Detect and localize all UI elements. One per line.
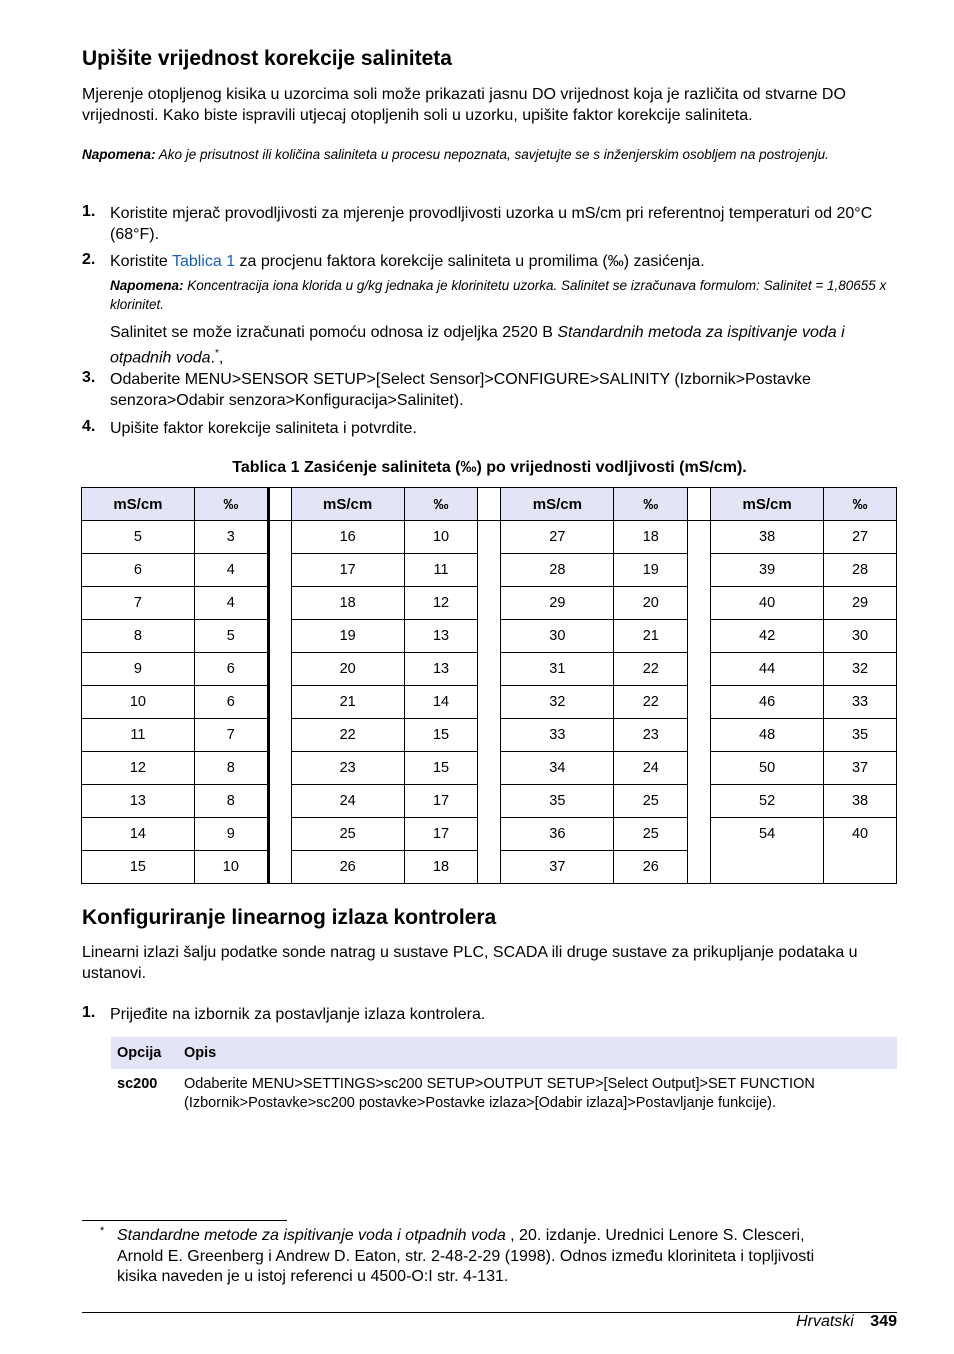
footer-language: Hrvatski <box>796 1313 854 1330</box>
linear-output-step-1 <box>82 1004 897 1025</box>
step-text <box>110 251 897 272</box>
column-gap <box>688 653 711 686</box>
conductivity-cell: 40 <box>711 587 824 620</box>
salinity-cell: 8 <box>194 785 268 818</box>
conductivity-cell: 38 <box>711 521 824 554</box>
table-row <box>82 653 897 686</box>
column-gap <box>478 851 501 884</box>
section-title-salinity: Upišite vrijednost korekcije saliniteta <box>82 47 452 70</box>
salinity-cell: 13 <box>404 620 478 653</box>
salinity-cell: 30 <box>824 620 897 653</box>
footnote-italic: Standardne metode za ispitivanje voda i otpadnih voda <box>117 1227 506 1244</box>
salinity-cell: 6 <box>194 686 268 719</box>
column-header-conductivity: mS/cm <box>501 488 614 521</box>
para-text: Salinitet se može izračunati pomoću odnosa iz odjeljka 2520 B <box>110 324 558 341</box>
step2-note <box>110 277 895 314</box>
salinity-cell: 40 <box>824 818 897 851</box>
salinity-step-1 <box>82 203 897 245</box>
salinity-cell: 17 <box>404 818 478 851</box>
conductivity-cell: 28 <box>501 554 614 587</box>
column-gap <box>268 521 291 554</box>
page-footer <box>82 1313 897 1331</box>
conductivity-cell: 44 <box>711 653 824 686</box>
salinity-cell: 27 <box>824 521 897 554</box>
note-label: Napomena: <box>110 278 184 293</box>
para-end: , <box>218 349 224 367</box>
conductivity-cell: 39 <box>711 554 824 587</box>
column-gap <box>268 851 291 884</box>
conductivity-cell: 30 <box>501 620 614 653</box>
salinity-note <box>82 146 892 165</box>
step-number: 1. <box>82 1004 96 1021</box>
column-gap <box>268 554 291 587</box>
step-number: 1. <box>82 203 96 220</box>
footnote-mark: * <box>100 1225 105 1237</box>
salinity-cell: 32 <box>824 653 897 686</box>
conductivity-cell: 29 <box>501 587 614 620</box>
table-row <box>82 818 897 851</box>
column-header-conductivity: mS/cm <box>291 488 404 521</box>
salinity-cell: 18 <box>404 851 478 884</box>
conductivity-cell: 5 <box>82 521 195 554</box>
conductivity-cell: 50 <box>711 752 824 785</box>
conductivity-cell: 11 <box>82 719 195 752</box>
option-description: Odaberite MENU>SETTINGS>sc200 SETUP>OUTPUT SETUP>[Select Output]>SET FUNCTION (Izbornik>Postavke>sc200 postavke>Postavke izlaza>[Odabir izlaza]>Postavljanje funkcije). <box>184 1076 815 1111</box>
options-table <box>111 1037 897 1113</box>
conductivity-cell: 12 <box>82 752 195 785</box>
conductivity-cell: 42 <box>711 620 824 653</box>
column-header-conductivity: mS/cm <box>711 488 824 521</box>
column-gap <box>268 818 291 851</box>
salinity-cell: 10 <box>194 851 268 884</box>
column-gap <box>478 587 501 620</box>
table-row <box>82 620 897 653</box>
salinity-cell: 20 <box>614 587 688 620</box>
column-gap <box>688 719 711 752</box>
salinity-cell: 25 <box>614 785 688 818</box>
salinity-cell: 5 <box>194 620 268 653</box>
salinity-cell: 11 <box>404 554 478 587</box>
table-row <box>82 521 897 554</box>
salinity-intro: Mjerenje otopljenog kisika u uzorcima soli može prikazati jasnu DO vrijednost koja je različita od stvarne DO vrijednosti. Kako biste ispravili utjecaj otopljenih soli u uzorku, upišite faktor korekcije saliniteta. <box>82 86 846 124</box>
column-gap <box>478 620 501 653</box>
column-header-salinity: ‰ <box>194 488 268 521</box>
salinity-cell: 29 <box>824 587 897 620</box>
options-header-row <box>111 1037 897 1069</box>
salinity-cell: 14 <box>404 686 478 719</box>
conductivity-cell: 23 <box>291 752 404 785</box>
column-gap <box>478 521 501 554</box>
column-gap <box>688 554 711 587</box>
column-header-salinity: ‰ <box>824 488 897 521</box>
salinity-cell: 22 <box>614 653 688 686</box>
conductivity-cell: 46 <box>711 686 824 719</box>
table-caption: Tablica 1 Zasićenje saliniteta (‰) po vrijednosti vodljivosti (mS/cm). <box>232 459 747 476</box>
salinity-cell: 17 <box>404 785 478 818</box>
note-text: Koncentracija iona klorida u g/kg jednaka je klorinitetu uzorka. Salinitet se izračunava formulom: Salinitet = 1,80655 x klorinitet. <box>110 278 887 312</box>
table-row <box>82 785 897 818</box>
step-text: Odaberite MENU>SENSOR SETUP>[Select Sensor]>CONFIGURE>SALINITY (Izbornik>Postavke senzora>Odabir senzora>Konfiguracija>Salinitet). <box>110 371 811 409</box>
column-gap <box>688 521 711 554</box>
conductivity-cell: 26 <box>291 851 404 884</box>
conductivity-cell: 54 <box>711 818 824 851</box>
step-text: Upišite faktor korekcije saliniteta i potvrdite. <box>110 420 417 437</box>
column-gap <box>268 488 291 521</box>
column-gap <box>478 488 501 521</box>
table-row <box>82 587 897 620</box>
salinity-step-3 <box>82 369 897 411</box>
conductivity-cell <box>711 851 824 884</box>
table-row <box>82 686 897 719</box>
footnote-text <box>117 1226 837 1288</box>
table-row <box>82 554 897 587</box>
column-header-salinity: ‰ <box>614 488 688 521</box>
note-text: Ako je prisutnost ili količina saliniteta u procesu nepoznata, savjetujte se s inženjerskim osobljem na postrojenju. <box>155 147 829 162</box>
salinity-cell: 10 <box>404 521 478 554</box>
column-gap <box>268 752 291 785</box>
column-gap <box>478 752 501 785</box>
note-label: Napomena: <box>82 147 156 162</box>
conductivity-cell: 9 <box>82 653 195 686</box>
salinity-cell: 21 <box>614 620 688 653</box>
salinity-cell: 4 <box>194 554 268 587</box>
salinity-cell: 38 <box>824 785 897 818</box>
salinity-cell: 22 <box>614 686 688 719</box>
column-gap <box>688 686 711 719</box>
salinity-cell: 4 <box>194 587 268 620</box>
salinity-cell: 28 <box>824 554 897 587</box>
salinity-cell: 9 <box>194 818 268 851</box>
salinity-cell: 13 <box>404 653 478 686</box>
column-header-conductivity: mS/cm <box>82 488 195 521</box>
salinity-cell: 8 <box>194 752 268 785</box>
conductivity-cell: 48 <box>711 719 824 752</box>
conductivity-cell: 22 <box>291 719 404 752</box>
conductivity-cell: 37 <box>501 851 614 884</box>
step-text-after: za procjenu faktora korekcije saliniteta u promilima (‰) zasićenja. <box>235 253 705 270</box>
column-gap <box>688 752 711 785</box>
salinity-step-4 <box>82 418 897 439</box>
conductivity-cell: 18 <box>291 587 404 620</box>
column-gap <box>478 653 501 686</box>
conductivity-cell: 19 <box>291 620 404 653</box>
salinity-table <box>81 487 897 884</box>
conductivity-cell: 14 <box>82 818 195 851</box>
conductivity-cell: 13 <box>82 785 195 818</box>
salinity-cell: 7 <box>194 719 268 752</box>
column-gap <box>478 686 501 719</box>
conductivity-cell: 24 <box>291 785 404 818</box>
column-gap <box>478 818 501 851</box>
salinity-cell: 3 <box>194 521 268 554</box>
salinity-cell: 25 <box>614 818 688 851</box>
conductivity-cell: 7 <box>82 587 195 620</box>
step-number: 2. <box>82 251 96 268</box>
column-gap <box>478 719 501 752</box>
footnote-divider <box>82 1220 287 1221</box>
salinity-cell: 24 <box>614 752 688 785</box>
column-gap <box>688 818 711 851</box>
step-number: 4. <box>82 418 96 435</box>
table-row <box>82 719 897 752</box>
salinity-step-2 <box>82 251 897 272</box>
column-header-description: Opis <box>178 1037 897 1069</box>
conductivity-cell: 10 <box>82 686 195 719</box>
linear-output-intro: Linearni izlazi šalju podatke sonde natrag u sustave PLC, SCADA ili druge sustave za prikupljanje podataka u ustanovi. <box>82 944 858 982</box>
salinity-cell: 15 <box>404 719 478 752</box>
column-gap <box>688 587 711 620</box>
column-gap <box>688 785 711 818</box>
step-number: 3. <box>82 369 96 386</box>
salinity-cell: 23 <box>614 719 688 752</box>
salinity-cell: 6 <box>194 653 268 686</box>
step-text: Prijeđite na izbornik za postavljanje izlaza kontrolera. <box>110 1006 486 1023</box>
para-after: . <box>210 349 215 367</box>
table-row <box>82 851 897 884</box>
column-gap <box>268 587 291 620</box>
section-title-linear-output: Konfiguriranje linearnog izlaza kontrolera <box>82 906 497 929</box>
salinity-cell <box>824 851 897 884</box>
footnote-ref[interactable]: * <box>214 348 219 359</box>
salinity-cell: 18 <box>614 521 688 554</box>
column-gap <box>268 653 291 686</box>
column-header-option: Opcija <box>111 1037 178 1069</box>
salinity-cell: 35 <box>824 719 897 752</box>
conductivity-cell: 32 <box>501 686 614 719</box>
conductivity-cell: 27 <box>501 521 614 554</box>
conductivity-cell: 8 <box>82 620 195 653</box>
column-gap <box>478 554 501 587</box>
salinity-cell: 12 <box>404 587 478 620</box>
step2-paragraph <box>110 322 900 368</box>
conductivity-cell: 33 <box>501 719 614 752</box>
conductivity-cell: 35 <box>501 785 614 818</box>
conductivity-cell: 21 <box>291 686 404 719</box>
conductivity-cell: 6 <box>82 554 195 587</box>
para-italic: Standardnih metoda za ispitivanje voda i otpadnih voda <box>110 324 845 367</box>
conductivity-cell: 52 <box>711 785 824 818</box>
salinity-cell: 37 <box>824 752 897 785</box>
column-header-salinity: ‰ <box>404 488 478 521</box>
column-gap <box>268 719 291 752</box>
conductivity-cell: 15 <box>82 851 195 884</box>
column-gap <box>268 686 291 719</box>
footnote-body: , 20. izdanje. Urednici Lenore S. Clesceri, Arnold E. Greenberg i Andrew D. Eaton, str. 2-48-2-29 (1998). Odnos između kloriniteta i topljivosti kisika naveden je u istoj referenci u 4500-O:I str. 4-131. <box>117 1227 815 1285</box>
column-gap <box>268 785 291 818</box>
table-header-row <box>82 488 897 521</box>
conductivity-cell: 36 <box>501 818 614 851</box>
column-gap <box>688 488 711 521</box>
table-row <box>111 1069 897 1113</box>
conductivity-cell: 34 <box>501 752 614 785</box>
table-row <box>82 752 897 785</box>
conductivity-cell: 25 <box>291 818 404 851</box>
salinity-cell: 15 <box>404 752 478 785</box>
conductivity-cell: 20 <box>291 653 404 686</box>
option-name: sc200 <box>117 1076 158 1092</box>
page-number: 349 <box>870 1313 897 1330</box>
step-text-before: Koristite <box>110 253 172 270</box>
column-gap <box>268 620 291 653</box>
column-gap <box>478 785 501 818</box>
table-1-link[interactable]: Tablica 1 <box>171 253 236 270</box>
step-text: Koristite mjerač provodljivosti za mjerenje provodljivosti uzorka u mS/cm pri referentnoj temperaturi od 20°C (68°F). <box>110 205 873 243</box>
conductivity-cell: 16 <box>291 521 404 554</box>
conductivity-cell: 17 <box>291 554 404 587</box>
column-gap <box>688 620 711 653</box>
salinity-cell: 19 <box>614 554 688 587</box>
salinity-cell: 26 <box>614 851 688 884</box>
column-gap <box>688 851 711 884</box>
conductivity-cell: 31 <box>501 653 614 686</box>
salinity-cell: 33 <box>824 686 897 719</box>
